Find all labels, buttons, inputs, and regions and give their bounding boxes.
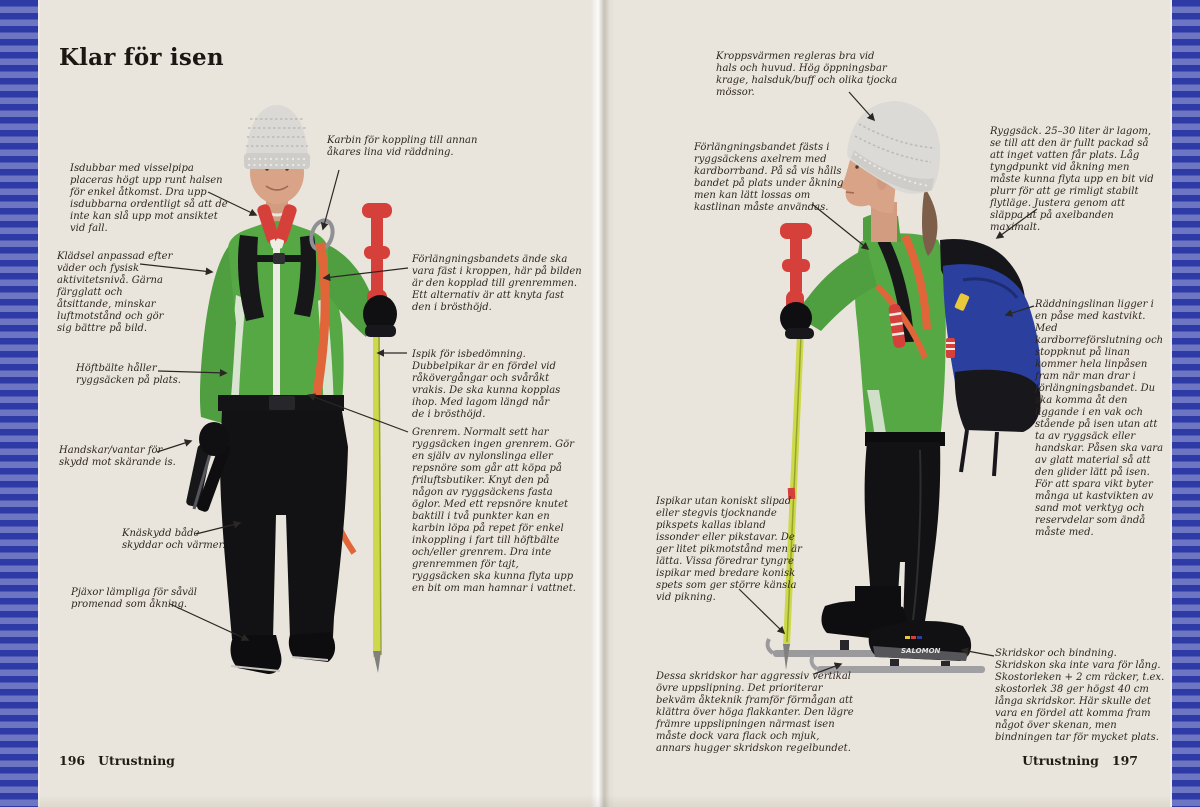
annotation-ispik: Ispik för isbedömning. Dubbelpikar är en fördel vid råkövergångar och svåråkt vrakis. De ska kunna kopplas ihop. Med lagom längd når de i brösthöjd.: [412, 349, 561, 420]
annotation-forlangningsbandet: Förlängningsbandet fästs i ryggsäckens axelrem med kardborrband. På så vis hålls bandet på plats under åkning men kan lätt lossas om kastlinan måste användas.: [694, 142, 844, 213]
left-page-footer: [59, 753, 175, 768]
annotation-skridskor-bindning: Skridskor och bindning. Skridskon ska inte vara för lång. Skostorleken + 2 cm räcker, t.ex. skostorlek 38 ger högst 40 cm långa skridskor. Här skulle det vara en fördel att komma fram något över skenan, men bindningen tar för mycket plats.: [995, 648, 1165, 743]
hip-belt: [218, 395, 344, 411]
skate-brand-label: SALOMON: [901, 647, 941, 655]
right-stripe-border: [1170, 0, 1200, 807]
blue-backpack: [940, 239, 1041, 476]
annotation-knaskydd: Knäskydd både skyddar och värmer.: [122, 528, 226, 551]
pole-glove: [363, 295, 397, 337]
right-page-number: 197: [1111, 753, 1138, 768]
left-page-number: 196: [59, 753, 86, 768]
annotation-raddningslinan: Räddningslinan ligger i en påse med kastvikt. Med kardborreförslutning och stoppknut på linan kommer hela linpåsen fram när man drar i förlängningsbandet. Du ska komma åt den liggande i en vak och stående på isen utan att ta av ryggsäck eller handskar. Påsen ska vara av glatt material så att den glider lätt på isen. För att spara vikt byter många ut kastvikten av sand mot verktyg och reservdelar som ändå måste med.: [1035, 299, 1164, 538]
annotation-kroppsvarmen: Kroppsvärmen regleras bra vid hals och huvud. Hög öppningsbar krage, halsduk/buff och olika tjocka mössor.: [716, 51, 898, 98]
ice-pole: [362, 203, 392, 673]
left-stripe-border: [0, 0, 40, 807]
left-section-label: Utrustning: [98, 753, 175, 768]
annotation-isdubbar: Isdubbar med visselpipa placeras högt upp runt halsen för enkel åtkomst. Dra upp isdubbarna ordentligt så att de inte kan slå upp mot ansiktet vid fall.: [70, 163, 228, 234]
annotation-skridskor-slipning: Dessa skridskor har aggressiv vertikal övre uppslipning. Det prioriterar bekväm åkteknik framför förmågan att klättra över höga flakkanter. Den lägre främre uppslipningen närmast isen måste dock vara flack och mjuk, annars hugger skridskon regelbundet.: [656, 671, 854, 754]
page-bottom-shade: [38, 795, 1170, 807]
page-gutter: [591, 0, 615, 807]
black-pants: [220, 411, 348, 639]
knit-beanie: [244, 105, 310, 169]
annotation-hoftbalte: Höftbälte håller ryggsäcken på plats.: [76, 363, 181, 386]
annotation-kladsel: Klädsel anpassad efter väder och fysisk aktivitetsnivå. Gärna färgglatt och åtsittande, minskar luftmotstånd och gör sig bättre på bild.: [57, 251, 173, 334]
annotation-karbin: Karbin för koppling till annan åkares lina vid räddning.: [327, 135, 478, 158]
annotation-ispikar: Ispikar utan koniskt slipad eller stegvis tjocknande pikspets kallas ibland issonder eller pikstavar. De ger litet pikmotstånd men är lätta. Vissa föredrar tyngre ispikar med bredare konisk spets som ger större känsla vid pikning.: [656, 496, 802, 603]
annotation-ryggsack: Ryggsäck. 25–30 liter är lagom, se till att den är fullt packad så att inget vatten får plats. Låg tyngdpunkt vid åkning men måste kunna flyta upp en bit vid plurr för att ge rimligt stabilt flytläge. Justera genom att släppa ut på axelbanden maximalt.: [990, 126, 1154, 233]
touring-boots: [231, 632, 336, 674]
annotation-forlangningsbandets: Förlängningsbandets ände ska vara fäst i kroppen, här på bilden är den kopplad till grenremmen. Ett alternativ är att knyta fast den i brösthöjd.: [412, 254, 582, 313]
right-section-label: Utrustning: [1022, 753, 1099, 768]
green-jacket: [200, 221, 380, 425]
annotation-grenrem: Grenrem. Normalt sett har ryggsäcken ingen grenrem. Gör en själv av nylonslinga eller repsnöre som går att köpa på friluftsbutiker. Knyt den på någon av ryggsäckens fasta öglor. Med ett repsnöre knutet baktill i två punkter kan en karbin löpa på repet för enkel inkoppling i fart till höftbälte och/eller grenrem. Dra inte grenremmen för tajt, ryggsäcken ska kunna flyta upp en bit om man hamnar i vattnet.: [412, 427, 576, 594]
annotation-pjaxor: Pjäxor lämpliga för såväl promenad som åkning.: [71, 587, 197, 610]
page-title: Klar för isen: [59, 44, 224, 71]
right-page-footer: [1022, 753, 1138, 768]
annotation-handskar: Handskar/vantar för skydd mot skärande is.: [59, 445, 176, 468]
